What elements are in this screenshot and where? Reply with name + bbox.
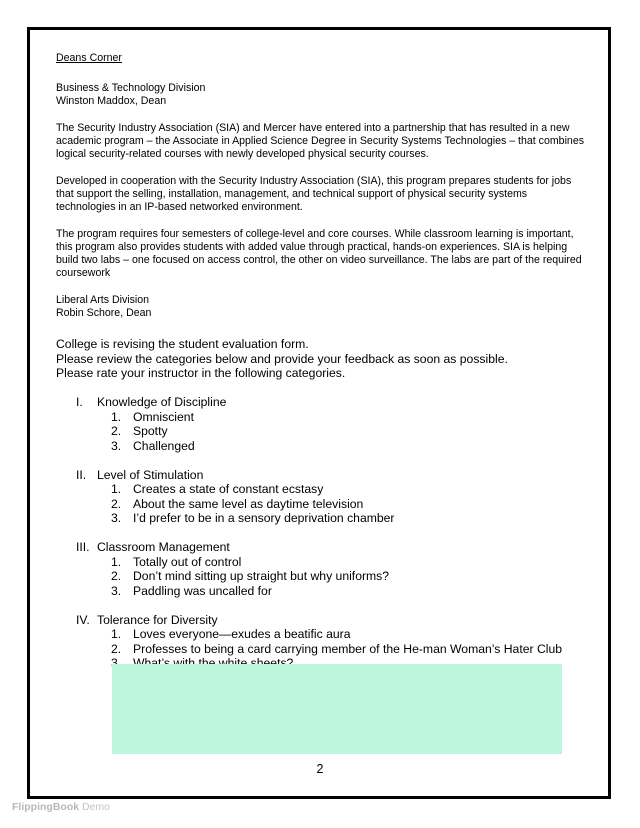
highlight-box — [112, 664, 562, 754]
list-item: 3. Paddling was uncalled for — [111, 583, 272, 598]
category-options — [56, 555, 586, 599]
evaluation-intro — [56, 337, 586, 381]
list-item: 2. Professes to being a card carrying member of the He-man Woman’s Hater Club — [111, 641, 563, 656]
list-item: 3. I’d prefer to be in a sensory deprivation chamber — [111, 511, 395, 526]
list-item: 1. Omniscient — [111, 409, 194, 424]
category-title: II. Level of Stimulation — [76, 467, 204, 482]
list-item: 1. Creates a state of constant ecstasy — [111, 482, 324, 497]
liberal-dean-name: Robin Schore, Dean — [56, 307, 152, 319]
flippingbook-watermark — [12, 801, 110, 813]
business-paragraph: The Security Industry Association (SIA) and Mercer have entered into a partnership that has resulted in a new academic program – the Associate in Applied Science Degree in Security Systems Technologies – that combines logical security-related courses with newly developed physical security courses. — [56, 122, 585, 160]
liberal-division-title: Liberal Arts Division — [56, 294, 150, 306]
category-title: I. Knowledge of Discipline — [76, 394, 227, 409]
list-item: 3. Challenged — [111, 438, 195, 453]
category-title: III. Classroom Management — [76, 540, 230, 555]
watermark-suffix: Demo — [82, 801, 111, 813]
business-paragraph: The program requires four semesters of college-level and core courses. While classroom learning is important, this program also provides students with added value through practical, hands-on experiences. SIA is helping build two labs – one focused on access control, the other on video surveillance. The labs are part of the required coursework — [56, 228, 582, 279]
business-paragraph: Developed in cooperation with the Security Industry Association (SIA), this program prepares students for jobs that support the selling, installation, management, and technical support of physical security systems technologies in an IP-based networked environment. — [56, 175, 572, 213]
list-item: 2. About the same level as daytime television — [111, 496, 364, 511]
page-heading: Deans Corner — [56, 52, 122, 64]
category-section — [56, 395, 586, 453]
intro-line: Please review the categories below and provide your feedback as soon as possible. — [56, 351, 508, 366]
watermark-brand: FlippingBook — [12, 801, 80, 813]
business-division-title: Business & Technology Division — [56, 82, 206, 94]
list-item: 1. Totally out of control — [111, 554, 242, 569]
category-title: IV. Tolerance for Diversity — [76, 612, 218, 627]
page-content — [56, 52, 586, 671]
business-division-header — [56, 82, 586, 108]
liberal-division-header — [56, 294, 586, 320]
list-item: 2. Spotty — [111, 424, 168, 439]
category-options — [56, 410, 586, 454]
intro-line: College is revising the student evaluation form. — [56, 337, 309, 351]
category-section — [56, 540, 586, 598]
category-section — [56, 468, 586, 526]
category-section — [56, 613, 586, 671]
category-options — [56, 482, 586, 526]
list-item: 2. Don’t mind sitting up straight but why uniforms? — [111, 569, 390, 584]
page-number: 2 — [316, 762, 324, 776]
list-item: 1. Loves everyone—exudes a beatific aura — [111, 627, 351, 642]
business-dean-name: Winston Maddox, Dean — [56, 95, 167, 107]
intro-line: Please rate your instructor in the following categories. — [56, 366, 346, 381]
